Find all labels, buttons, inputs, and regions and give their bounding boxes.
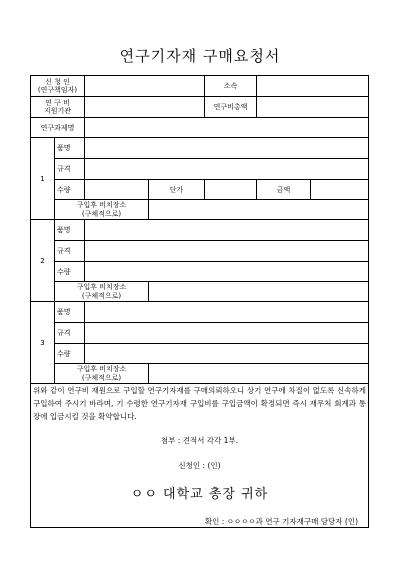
item-spec-field[interactable] xyxy=(85,241,369,262)
item-quantity-label: 수량 xyxy=(55,262,85,282)
item-amount-label: 금액 xyxy=(257,180,311,200)
addressee: ㅇㅇ 대학교 총장 귀하 xyxy=(130,487,269,502)
purchase-request-form xyxy=(30,75,369,528)
item-name-field[interactable] xyxy=(85,302,369,323)
request-statement xyxy=(31,384,369,528)
item-location-label: 구입후 비치장소 (구체적으로) xyxy=(55,364,149,384)
item-spec-field[interactable] xyxy=(85,323,369,344)
applicant-label: 신 청 인 (연구책임자) xyxy=(31,76,85,97)
request-notice: 위와 같이 연구비 재원으로 구입할 연구기자재를 구매의뢰하오니 상기 연구에 차질이 없도록 신속하게 구입하여 주시기 바라며, 기 수령한 연구기자재 구입비를 구입금액이 확정되면 즉시 재무처 회계과 통장에 입금시킬 것을 확약합니다. xyxy=(33,386,366,421)
item-location-label: 구입후 비치장소 (구체적으로) xyxy=(55,200,149,220)
item-amount-field[interactable] xyxy=(311,180,369,200)
item-spec-label: 규격 xyxy=(55,323,85,344)
item-location-field[interactable] xyxy=(149,364,369,384)
item-quantity-field[interactable] xyxy=(85,344,369,364)
item-unit-price-label: 단가 xyxy=(149,180,205,200)
funding-org-field[interactable] xyxy=(85,97,205,118)
item-name-label: 품명 xyxy=(55,220,85,241)
affiliation-label: 소속 xyxy=(205,76,257,97)
item-number: 2 xyxy=(31,220,55,302)
item-quantity-field[interactable] xyxy=(85,180,149,200)
project-name-field[interactable] xyxy=(85,118,369,138)
item-quantity-field[interactable] xyxy=(85,262,369,282)
total-budget-field[interactable] xyxy=(257,97,369,118)
item-spec-label: 규격 xyxy=(55,241,85,262)
item-number: 1 xyxy=(31,138,55,220)
item-location-label: 구입후 비치장소 (구체적으로) xyxy=(55,282,149,302)
attachment-line: 첨부 : 견적서 각각 1부. xyxy=(160,436,239,445)
item-quantity-label: 수량 xyxy=(55,180,85,200)
item-name-label: 품명 xyxy=(55,302,85,323)
applicant-field[interactable] xyxy=(85,76,205,97)
item-name-field[interactable] xyxy=(85,220,369,241)
item-location-field[interactable] xyxy=(149,282,369,302)
applicant-signature: 신청인 : (인) xyxy=(178,461,221,470)
item-number: 3 xyxy=(31,302,55,384)
project-name-label: 연구과제명 xyxy=(31,118,85,138)
total-budget-label: 연구비총액 xyxy=(205,97,257,118)
item-name-label: 품명 xyxy=(55,138,85,159)
page-title: 연구기자재 구매요청서 xyxy=(119,47,281,65)
item-spec-label: 규격 xyxy=(55,159,85,180)
item-name-field[interactable] xyxy=(85,138,369,159)
item-location-field[interactable] xyxy=(149,200,369,220)
confirmation-line: 확인 : ㅇㅇㅇㅇ과 연구 기자재구매 담당자 (인) xyxy=(204,517,358,526)
funding-org-label: 연 구 비 지원기관 xyxy=(31,97,85,118)
item-spec-field[interactable] xyxy=(85,159,369,180)
item-quantity-label: 수량 xyxy=(55,344,85,364)
affiliation-field[interactable] xyxy=(257,76,369,97)
item-unit-price-field[interactable] xyxy=(205,180,257,200)
